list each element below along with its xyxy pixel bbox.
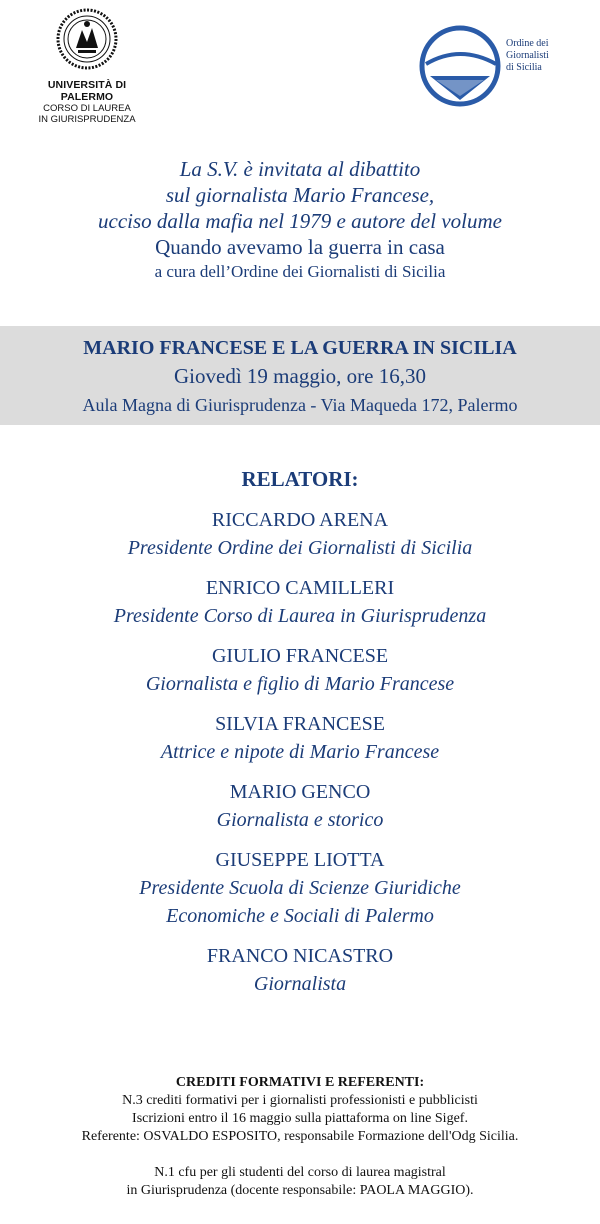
- university-course-line2: IN GIURISPRUDENZA: [38, 114, 136, 125]
- invite-line1: La S.V. è invitata al dibattito: [179, 157, 421, 181]
- speaker-role-continued: Economiche e Sociali di Palermo: [166, 905, 434, 927]
- invite-line2: sul giornalista Mario Francese,: [165, 183, 435, 207]
- university-logo-block: [22, 6, 152, 125]
- speaker-item: [0, 574, 600, 630]
- speaker-item: [0, 506, 600, 562]
- order-logo-block: [418, 18, 588, 118]
- invite-line3: ucciso dalla mafia nel 1979 e autore del volume: [98, 209, 502, 233]
- speaker-role: Presidente Corso di Laurea in Giurisprudenza: [113, 605, 487, 627]
- speaker-name: FRANCO NICASTRO: [206, 945, 394, 967]
- event-title: MARIO FRANCESE E LA GUERRA IN SICILIA: [83, 337, 517, 359]
- order-logo-text: [506, 38, 549, 74]
- speaker-role: Presidente Ordine dei Giornalisti di Sicilia: [127, 537, 473, 559]
- speaker-role: Giornalista e storico: [216, 809, 384, 831]
- invitation-text: [0, 156, 600, 284]
- credits-line3: Referente: OSVALDO ESPOSITO, responsabile Formazione dell'Odg Sicilia.: [81, 1129, 519, 1144]
- order-journalists-logo-icon: [418, 18, 518, 118]
- credits-spacer: [0, 1146, 600, 1164]
- order-logo-line3: di Sicilia: [506, 62, 542, 73]
- speaker-name: ENRICO CAMILLERI: [205, 577, 395, 599]
- order-logo-line2: Giornalisti: [506, 50, 549, 61]
- speaker-item: [0, 778, 600, 834]
- credits-line1: N.3 crediti formativi per i giornalisti professionisti e pubblicisti: [122, 1093, 478, 1108]
- speakers-title: RELATORI:: [241, 467, 359, 491]
- university-seal-icon: [56, 6, 118, 72]
- book-title: Quando avevamo la guerra in casa: [155, 235, 445, 259]
- speaker-name: RICCARDO ARENA: [211, 509, 389, 531]
- credits-section: [0, 1074, 600, 1200]
- speaker-role: Attrice e nipote di Mario Francese: [160, 741, 440, 763]
- curated-by: a cura dell’Ordine dei Giornalisti di Sicilia: [154, 262, 446, 281]
- credits-line2: Iscrizioni entro il 16 maggio sulla piattaforma on line Sigef.: [132, 1111, 468, 1126]
- university-course-line1: CORSO DI LAUREA: [43, 103, 131, 114]
- credits-line4: N.1 cfu per gli studenti del corso di laurea magistral: [154, 1165, 446, 1180]
- speaker-name: SILVIA FRANCESE: [215, 713, 385, 735]
- speaker-item: [0, 710, 600, 766]
- speaker-name: GIULIO FRANCESE: [211, 645, 389, 667]
- event-place: Aula Magna di Giurisprudenza - Via Maqueda 172, Palermo: [82, 395, 518, 415]
- university-name: UNIVERSITÀ DI PALERMO: [47, 79, 127, 103]
- speaker-item: [0, 642, 600, 698]
- speakers-section: [0, 466, 600, 1010]
- speaker-name: MARIO GENCO: [229, 781, 371, 803]
- speaker-item: [0, 846, 600, 930]
- event-band: [0, 326, 600, 425]
- order-logo-line1: Ordine dei: [506, 38, 549, 49]
- speaker-name: GIUSEPPE LIOTTA: [215, 849, 385, 871]
- speaker-item: [0, 942, 600, 998]
- credits-line5: in Giurisprudenza (docente responsabile: PAOLA MAGGIO).: [126, 1183, 474, 1198]
- speaker-role: Giornalista e figlio di Mario Francese: [145, 673, 455, 695]
- speaker-role: Presidente Scuola di Scienze Giuridiche: [139, 877, 461, 899]
- header: [0, 0, 600, 140]
- speaker-role: Giornalista: [253, 973, 347, 995]
- credits-title: CREDITI FORMATIVI E REFERENTI:: [175, 1075, 425, 1090]
- event-date: Giovedì 19 maggio, ore 16,30: [174, 364, 426, 388]
